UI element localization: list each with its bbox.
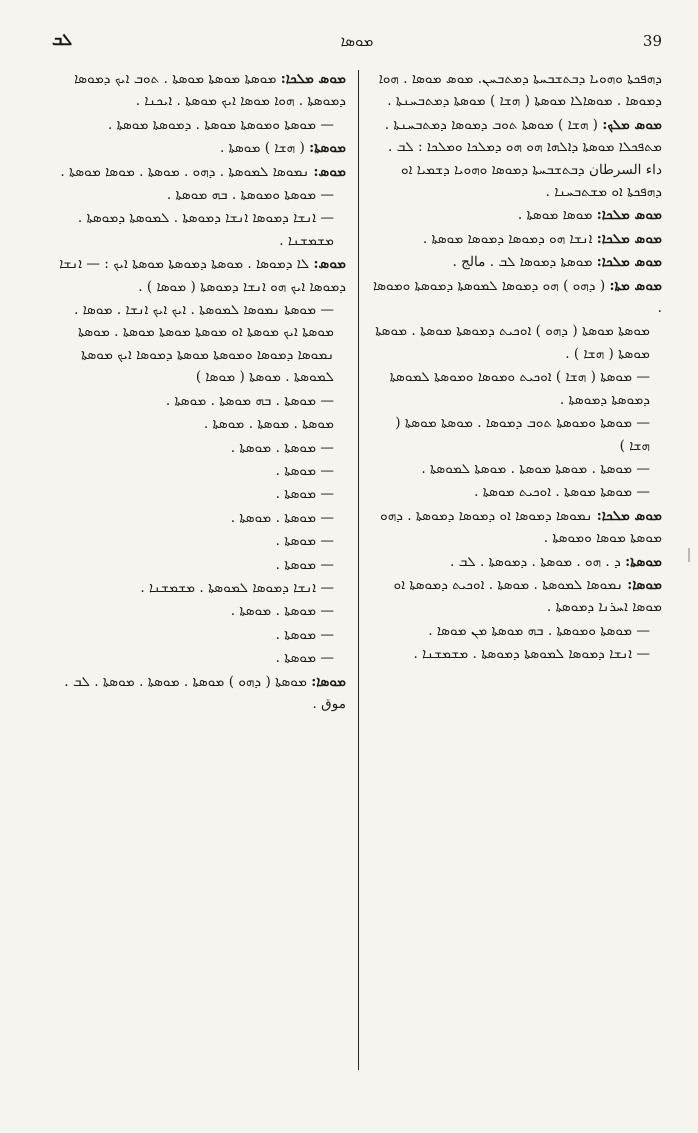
definition: ܢܡܘܣܐ ܕܡܘܣܐ ܐܘ ܕܡܘܣܐ ܕܡܘܣܬܐ . ܕܗܘ ܡܘܣܬܐ ܡܘܣܐ ܘܡܘܣܬܐ . xyxy=(380,507,662,547)
lemma: ܡܘܣܐ: xyxy=(627,576,662,593)
column-divider xyxy=(358,70,359,1070)
definition: ܡܘܣܐ ܡܘܣܬܐ . xyxy=(517,207,593,224)
definition: — ܡܘܣܬܐ . ܡܘܣܬܐ . xyxy=(230,603,334,620)
definition: ܕܗܦܟܬܐ ܘܗܘܝܐ ܕܒܬܫܒܚܬܐ ܕܡܬܒܚܢ. ܡܘܣ ܡܘܣܐ . ܗܘܐ ܕܡܘܣܐ . ܡܘܣܐܠܐ ܡܘܣܬܐ ( ܗܫܐ ) ܡܘܣܬܐ ܕܡܬܒܚܢܬܐ . xyxy=(378,71,662,110)
entry xyxy=(372,320,662,365)
entry xyxy=(372,204,662,226)
definition: ܡܘܣܬܐ ܕܡܘܣܐ ܠܒ . مالج . xyxy=(452,254,593,271)
entry xyxy=(372,275,662,320)
entry xyxy=(372,574,662,619)
definition: ܢܡܘܣܐ ܠܡܘܣܬܐ . ܕܗܘ . ܡܘܣܬܐ . ܡܘܣܐ ܡܘܣܬܐ . xyxy=(60,163,310,180)
entry xyxy=(56,184,346,206)
lemma: ܡܘܣ ܡܠܟܐ: xyxy=(596,207,662,224)
lemma: ܡܘܣ: xyxy=(313,256,346,273)
definition: — ܡܘܣܬܐ ( ܗܫܐ ) ܐܘܟܝܬ ܘܡܘܣܐ ܘܡܘܣܬܐ ܠܡܘܣܬܐ ܕܡܘܣܬܐ ܕܡܘܣܬܐ . xyxy=(389,369,650,408)
entry xyxy=(56,207,346,252)
entry xyxy=(56,554,346,576)
page-header xyxy=(52,28,662,54)
lemma: ܡܘܣ: xyxy=(313,163,346,180)
definition: — ܡܘܣܬܐ ܢܡܘܣܐ ܠܡܘܣܬܐ . ܐܝܟ ܐܝܟ ܐܢܫܐ . ܡܘܣܐ . ܡܘܣܬܐ ܐܝܟ ܡܘܣܬܐ ܐܘ ܡܘܣܬܐ ܡܘܣܬܐ ܡܘܣܬܐ . ܡܘܣܬܐ ܢܡܘܣܐ ܕܡܘܣܐ ܘܡܘܣܬܐ ܡܘܣܬܐ ܕܡܘܣܐ ܐܝܟ ܡܘܣܬܐ ܠܡܘܣܬܐ . ܡܘܣܬܐ ( ܡܘܣܐ ) xyxy=(74,302,334,386)
page-number: 39 xyxy=(642,32,662,50)
definition: — ܐܢܫܐ ܕܡܘܣܐ ܠܡܘܣܬܐ ܕܡܘܣܬܐ . ܡܫܡܫܢܐ . xyxy=(413,646,650,663)
definition: ܡܘܣܬܐ ܡܘܣܬܐ ( ܕܗܘ ) ܐܘܟܝܬ ܕܡܘܣܬܐ ܡܘܣܬܐ . ܡܘܣܬܐ ܡܘܣܬܐ ( ܗܫܐ ) . xyxy=(375,323,650,362)
entry xyxy=(56,137,346,159)
definition: — ܡܘܣܬܐ . ܡܘܣܬܐ . xyxy=(230,439,334,456)
entry xyxy=(56,530,346,552)
entry xyxy=(56,507,346,529)
definition: ܡܘܣܬܐ . ܡܘܣܬܐ . ܡܘܣܬܐ . xyxy=(203,416,334,433)
entry xyxy=(372,228,662,250)
entry xyxy=(56,114,346,136)
definition: — ܡܘܣܬܐ . xyxy=(275,533,334,550)
right-column xyxy=(372,68,662,1088)
definition: ܕ . ܗܘ . ܡܘܣܬܐ . ܕܡܘܣܬܐ . ܠܒ . xyxy=(449,553,621,570)
definition: — ܡܘܣܬܐ . xyxy=(275,650,334,667)
lemma: ܡܘܣ ܡܠܟ: xyxy=(602,116,662,133)
entry xyxy=(56,390,346,412)
entry xyxy=(372,366,662,411)
definition: — ܡܘܣܬܐ ܘܡܘܣܬܐ . ܒܗ ܡܘܣܬܐ ܡܢ ܡܘܣܐ . xyxy=(428,622,650,639)
entry xyxy=(56,161,346,183)
entry xyxy=(372,114,662,204)
entry xyxy=(56,253,346,298)
scan-margin-mark xyxy=(688,548,690,562)
running-title: ܡܘܣܐ xyxy=(340,32,374,50)
lemma: ܡܘܣܬܐ: xyxy=(625,553,662,570)
lemma: ܡܘܣ ܡܠܟܐ: xyxy=(280,71,346,87)
entry xyxy=(372,481,662,503)
entry xyxy=(56,483,346,505)
entry xyxy=(56,647,346,669)
entry xyxy=(372,643,662,665)
entry xyxy=(372,505,662,550)
entry xyxy=(372,458,662,480)
lemma: ܡܘܣܐ: xyxy=(311,673,346,690)
entry xyxy=(372,620,662,642)
entry xyxy=(56,600,346,622)
entry xyxy=(56,460,346,482)
definition: — ܐܢܫܐ ܕܡܘܣܐ ܐܢܫܐ ܕܡܘܣܬܐ . ܠܡܘܣܬܐ ܕܡܘܣܬܐ . ܡܫܡܫܢܐ . xyxy=(77,210,334,249)
definition: — ܡܘܣܬܐ . ܒܗ ܡܘܣܬܐ . ܡܘܣܬܐ . xyxy=(165,392,334,409)
entry xyxy=(56,624,346,646)
lemma: ܡܘܣܬܐ: xyxy=(309,140,346,157)
definition: ܠܐ ܕܡܘܣܐ . ܡܘܣܬܐ ܕܡܘܣܬܐ ܡܘܣܬܐ ܐܝܟ : — ܐܢܫܐ ܕܡܘܣܐ ܐܝܟ ܗܘ ܐܢܫܐ ܕܡܘܣܬܐ ( ܡܘܣܐ ) . xyxy=(59,256,346,295)
entry xyxy=(56,437,346,459)
definition: — ܡܘܣܬܐ . xyxy=(275,462,334,479)
definition: — ܡܘܣܬܐ . xyxy=(275,626,334,643)
definition: — ܡܘܣܬܐ . xyxy=(275,486,334,503)
definition: — ܐܢܫܐ ܕܡܘܣܐ ܠܡܘܣܬܐ . ܡܫܡܫܢܐ . xyxy=(140,579,334,596)
entry xyxy=(372,68,662,113)
entry xyxy=(56,577,346,599)
lemma: ܡܘܣ ܡܠܟܐ: xyxy=(596,254,662,271)
definition: ( ܕܗܘ ) ܗܘ ܕܡܘܣܐ ܠܡܘܣܬܐ ܕܡܘܣܬܐ ܘܡܘܣܐ . xyxy=(373,277,662,317)
lemma: ܡܘܣ ܡܠܟܐ: xyxy=(596,507,662,524)
entry xyxy=(372,551,662,573)
entry xyxy=(56,671,346,716)
definition: ܡܘܣܬܐ ( ܕܗܘ ) ܡܘܣܬܐ . ܡܘܣܬܐ . ܡܘܣܬܐ . ܠܒ . موق . xyxy=(64,673,346,712)
definition: — ܡܘܣܬܐ . xyxy=(275,556,334,573)
definition: ܐܢܫܐ ܗܘ ܕܡܘܣܐ ܕܡܘܣܐ ܡܘܣܬܐ . xyxy=(422,230,593,247)
definition: — ܡܘܣܬܐ . ܡܘܣܬܐ . xyxy=(230,509,334,526)
entry xyxy=(56,413,346,435)
definition: ( ܗܫܐ ) ܡܘܣܬܐ . xyxy=(219,140,305,157)
lemma: ܡܘܣ ܡܠܟܐ: xyxy=(596,230,662,247)
definition: — ܡܘܣܬܐ ܡܘܣܬܐ . ܐܘܟܝܬ ܡܘܣܬܐ . xyxy=(474,484,650,501)
header-left-mark: ܠܒ xyxy=(52,30,73,49)
definition: ( ܗܫܐ ) ܡܘܣܬܐ ܬܘܒ ܕܡܘܣܐ ܕܡܬܒܚܢܬܐ . ܡܬܦܟܠܐ ܡܘܣܬܐ ܕܐܠܗܐ ܗܘ ܗܘ ܕܡܠܟܐ ܘܡܠܟܐ : ܠܒ . داء السرطان ܕܒܬܫܒܚܬܐ ܕܡܘܣܐ ܘܗܘܝܐ ܕܫܡܝܐ ܐܘ ܕܗܦܟܬܐ ܐܘ ܡܫܬܒܚܢܐ . xyxy=(384,116,662,201)
definition: ܡܘܣܬܐ ܡܘܣܬܐ ܡܘܣܬܐ . ܬܘܒ ܐܝܟ ܕܡܘܣܐ ܕܡܘܣܬܐ . ܗܘܐ ܡܘܣܐ ܐܝܟ ܡܘܣܬܐ . ܐܝܟܢܐ . xyxy=(74,71,346,110)
entry xyxy=(56,68,346,113)
entry xyxy=(372,412,662,457)
lemma: ܡܘܣ ܡܬܐ: xyxy=(609,277,662,294)
entry xyxy=(56,299,346,389)
definition: — ܡܘܣܬܐ ܘܡܘܣܬܐ ܡܘܣܬܐ . ܕܡܘܣܬܐ ܡܘܣܬܐ . xyxy=(107,116,334,133)
left-column xyxy=(56,68,346,1088)
entry xyxy=(372,251,662,273)
definition: — ܡܘܣܬܐ . ܡܘܣܬܐ ܡܘܣܬܐ . ܡܘܣܬܐ ܠܡܘܣܬܐ . xyxy=(421,460,650,477)
definition: — ܡܘܣܬܐ ܘܡܘܣܬܐ ܬܘܒ ܕܡܘܣܐ . ܡܘܣܬܐ ܡܘܣܬܐ ( ܗܫܐ ) xyxy=(395,415,650,454)
definition: ܢܡܘܣܐ ܠܡܘܣܬܐ . ܡܘܣܬܐ . ܐܘܟܝܬ ܕܡܘܣܬܐ ܐܘ ܡܘܣܐ ܐܚܪܢܐ ܕܡܘܣܬܐ . xyxy=(393,576,662,616)
definition: — ܡܘܣܬܐ ܘܡܘܣܬܐ . ܒܗ ܡܘܣܬܐ . xyxy=(166,187,334,204)
